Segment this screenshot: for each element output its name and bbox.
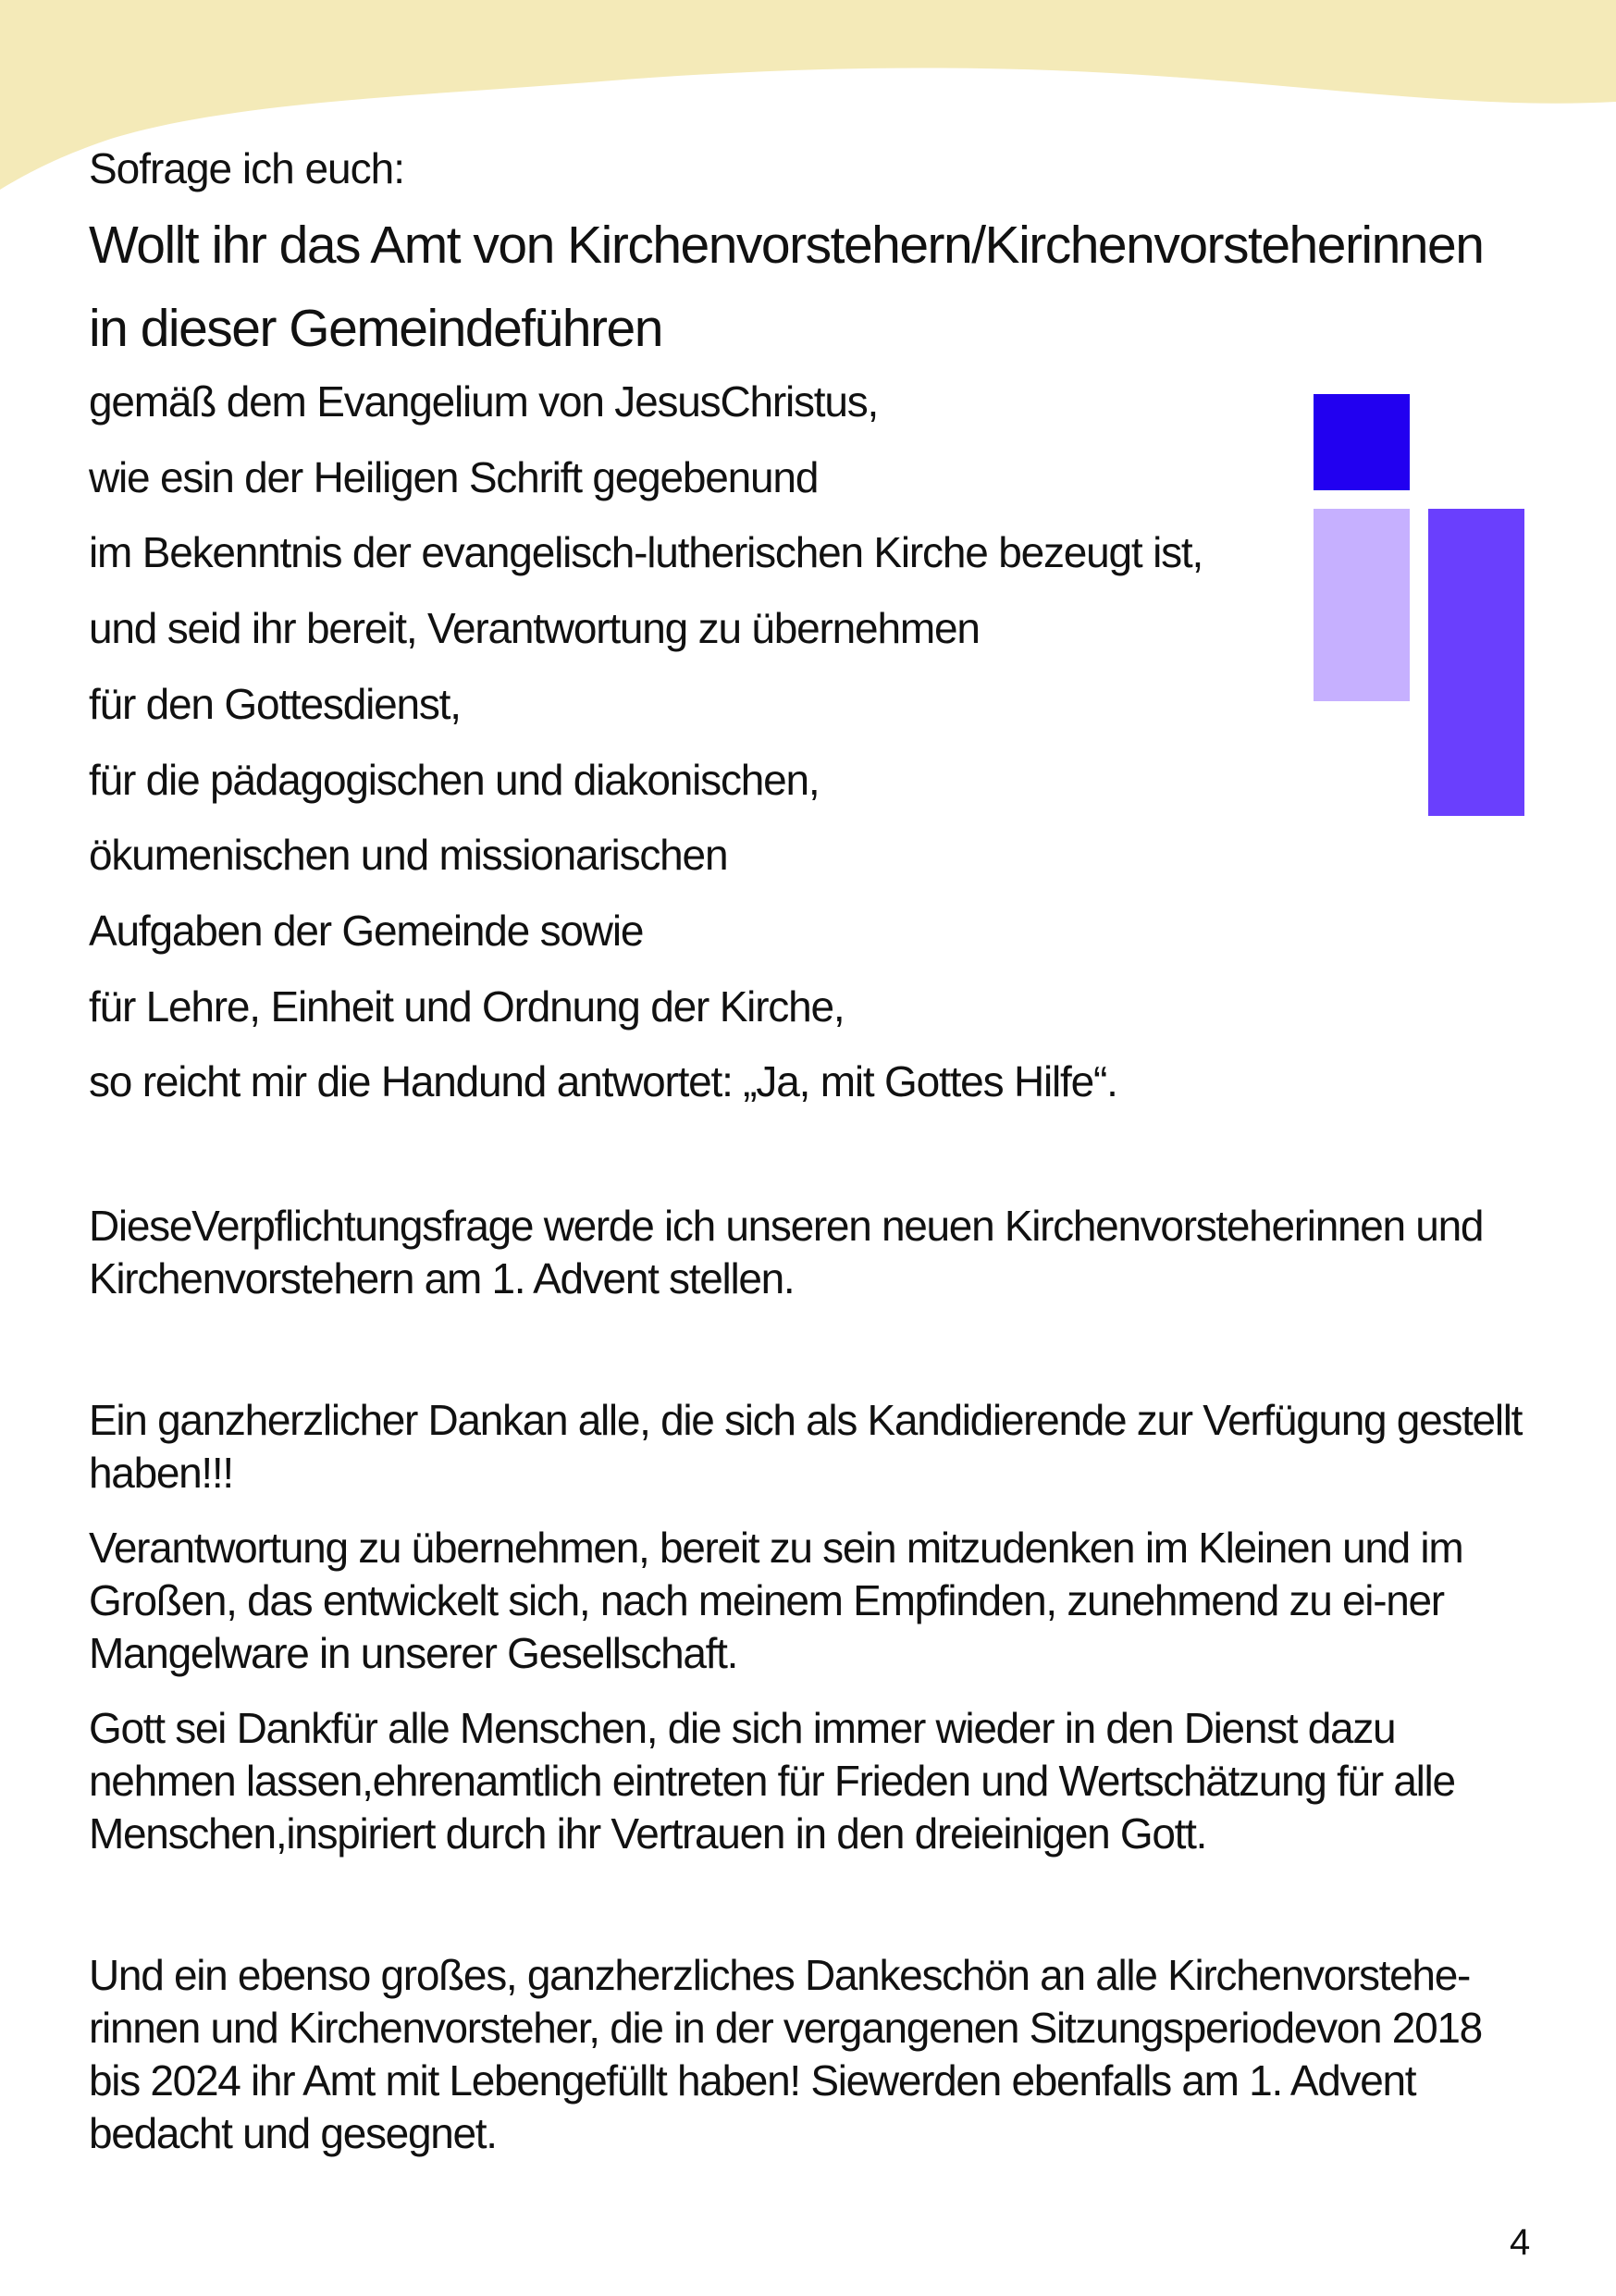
vow-line-8: Aufgaben der Gemeinde sowie <box>89 906 644 955</box>
cross-block-top <box>1314 394 1410 490</box>
paragraph-thanks-candidates: Ein ganzherzlicher Dankan alle, die sich als Kandidierende zur Verfügung gestellt haben!!! <box>89 1396 1523 1498</box>
vow-line-5: für den Gottesdienst, <box>89 679 461 728</box>
vow-line-10: so reicht mir die Handund antwortet: „Ja, mit Gottes Hilfe“. <box>89 1057 1117 1106</box>
intro-line: Sofrage ich euch: <box>89 144 405 192</box>
page-number: 4 <box>1510 2222 1531 2263</box>
paragraph-gratitude: Gott sei Dankfür alle Menschen, die sich immer wieder in den Dienst dazu nehmen lassen,ehrenamtlich eintreten für Frieden und Wertschätzung für alle Menschen,inspiriert durch ihr Vertrauen in den dreieinigen Gott. <box>89 1704 1455 1858</box>
heading-line-1: Wollt ihr das Amt von Kirchenvorstehern/Kirchenvorsteherinnen <box>89 216 1484 275</box>
vow-line-3: im Bekenntnis der evangelisch-lutherischen Kirche bezeugt ist, <box>89 528 1203 577</box>
vow-line-2: wie esin der Heiligen Schrift gegebenund <box>89 452 819 501</box>
vow-line-9: für Lehre, Einheit und Ordnung der Kirche, <box>89 981 845 1031</box>
cross-logo <box>1314 394 1526 816</box>
paragraph-commitment: DieseVerpflichtungsfrage werde ich unseren neuen Kirchenvorsteherinnen und Kirchenvorstehern am 1. Advent stellen. <box>89 1202 1484 1303</box>
vow-line-4: und seid ihr bereit, Verantwortung zu übernehmen <box>89 604 980 653</box>
paragraph-thanks-council: Und ein ebenso großes, ganzherzliches Dankeschön an alle Kirchenvorstehe-rinnen und Kirchenvorsteher, die in der vergangenen Sitzungsperiodevon 2018 bis 2024 ihr Amt mit Lebengefüllt haben! Siewerden ebenfalls am 1. Advent bedacht und gesegnet. <box>89 1951 1482 2158</box>
paragraph-responsibility: Verantwortung zu übernehmen, bereit zu sein mitzudenken im Kleinen und im Großen, das entwickelt sich, nach meinem Empfinden, zunehmend zu ei-ner Mangelware in unserer Gesellschaft. <box>89 1524 1463 1678</box>
vow-line-7: ökumenischen und missionarischen <box>89 831 728 880</box>
heading-block <box>89 204 1532 370</box>
vow-line-1: gemäß dem Evangelium von JesusChristus, <box>89 377 879 426</box>
heading-line-2: in dieser Gemeindeführen <box>89 299 662 358</box>
cross-block-right <box>1428 509 1524 816</box>
cross-block-left <box>1314 509 1410 701</box>
vow-line-6: für die pädagogischen und diakonischen, <box>89 755 820 804</box>
